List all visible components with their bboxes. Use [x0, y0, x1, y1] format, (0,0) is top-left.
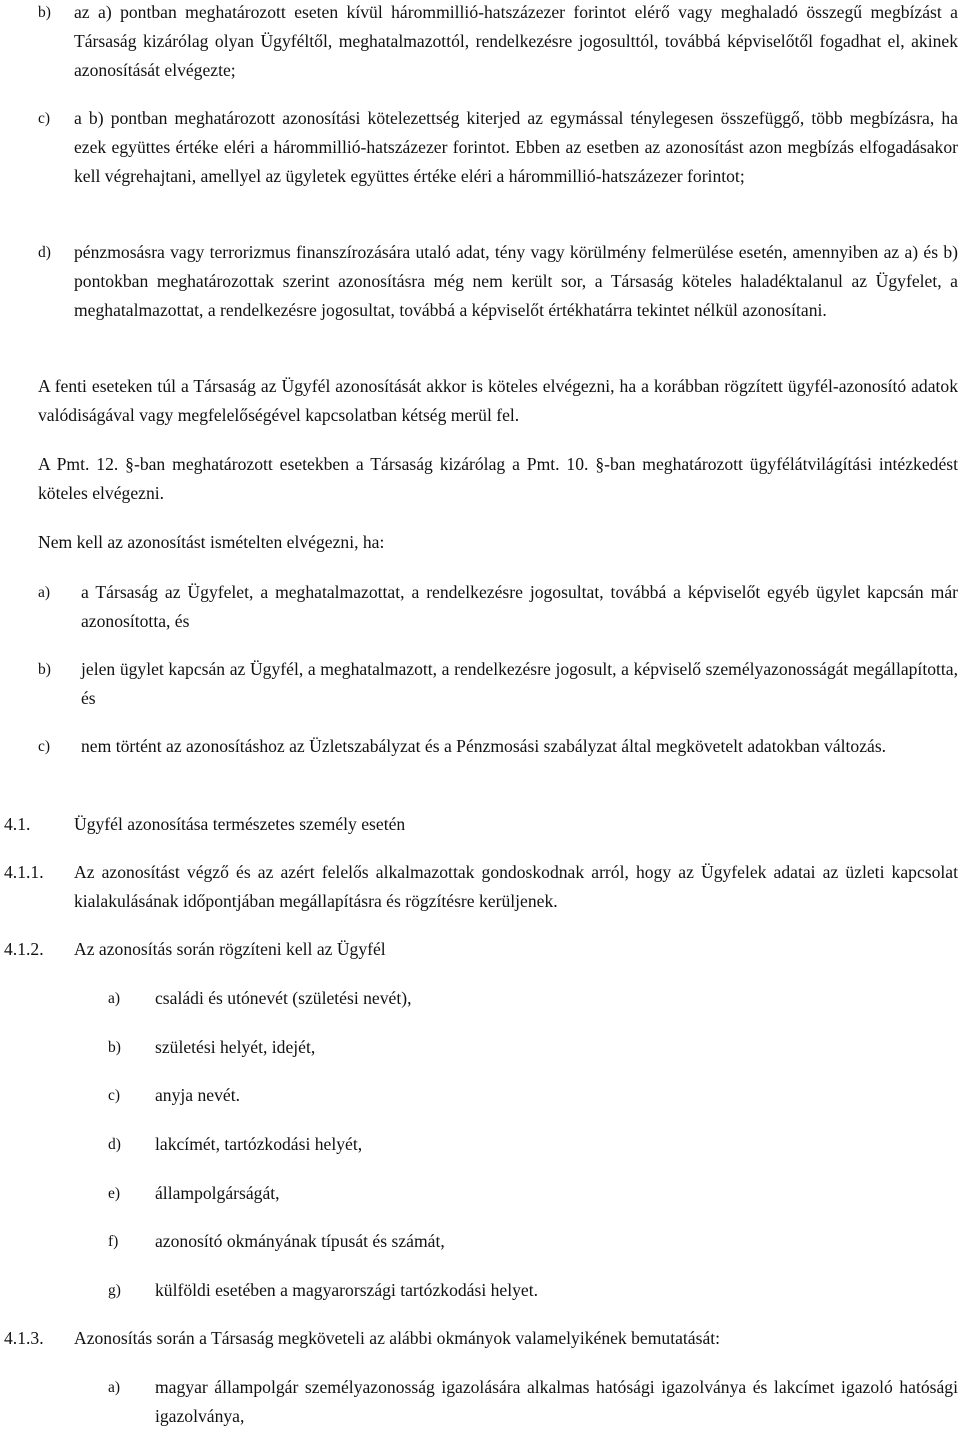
list-item-text: születési helyét, idejét,	[155, 1037, 316, 1057]
section-text: Az azonosítást végző és az azért felelős alkalmazottak gondoskodnak arról, hogy az Ügyfelek adatai az üzleti kapcsolat kialakulásának időpontjában megállapításra és rögzítésre kerüljenek.	[74, 862, 958, 911]
section-number: 4.1.3.	[4, 1328, 44, 1348]
list-item-text: azonosító okmányának típusát és számát,	[155, 1231, 445, 1251]
list-marker: c)	[38, 738, 51, 755]
list-item-text: a Társaság az Ügyfelet, a meghatalmazottat, a rendelkezésre jogosultat, továbbá a képviselőt egyéb ügylet kapcsán már azonosította, és	[81, 582, 958, 631]
list-marker: b)	[108, 1039, 121, 1056]
section-heading: Ügyfél azonosítása természetes személy esetén	[74, 814, 406, 834]
list-item-text: külföldi esetében a magyarországi tartózkodási helyet.	[155, 1280, 539, 1300]
section-number: 4.1.	[4, 814, 31, 834]
list-item-text: nem történt az azonosításhoz az Üzletszabályzat és a Pénzmosási szabályzat által megkövetelt adatokban változás.	[81, 736, 887, 756]
paragraph-pmt-reference: A Pmt. 12. §-ban meghatározott esetekben a Társaság kizárólag a Pmt. 10. §-ban meghatározott ügyfélátvilágítási intézkedést köteles elvégezni.	[38, 454, 958, 503]
list-item-text: magyar állampolgár személyazonosság igazolására alkalmas hatósági igazolványa és lakcímet igazoló hatósági igazolványa,	[155, 1377, 958, 1426]
list-item-text: családi és utónevét (születési nevét),	[155, 988, 412, 1008]
list-marker: e)	[108, 1185, 121, 1202]
list-marker: b)	[38, 661, 51, 678]
list-marker: b)	[38, 4, 51, 21]
list-marker: a)	[38, 584, 51, 601]
list-marker: a)	[108, 990, 121, 1007]
list-item-text: az a) pontban meghatározott eseten kívül hárommillió-hatszázezer forintot elérő vagy meghaladó összegű megbízást a Társaság kizárólag olyan Ügyféltől, meghatalmazottól, rendelkezésre jogosulttól, továbbá képviselőtől fogadhat el, akinek azonosítását elvégezte;	[74, 2, 958, 80]
list-item-text: pénzmosásra vagy terrorizmus finanszírozására utaló adat, tény vagy körülmény felmerülése esetén, amennyiben az a) és b) pontokban meghatározottak szerint azonosításra még nem került sor, a Társaság köteles haladéktalanul az Ügyfelet, a meghatalmazottat, a rendelkezésre jogosultat, továbbá a képviselőt értékhatárra tekintet nélkül azonosítani.	[74, 242, 958, 320]
list-marker: f)	[108, 1233, 119, 1250]
paragraph-no-repeat-intro: Nem kell az azonosítást ismételten elvégezni, ha:	[38, 532, 385, 552]
section-text: Azonosítás során a Társaság megköveteli az alábbi okmányok valamelyikének bemutatását:	[74, 1328, 721, 1348]
list-marker: a)	[108, 1379, 121, 1396]
list-item-text: a b) pontban meghatározott azonosítási kötelezettség kiterjed az egymással ténylegesen összefüggő, több megbízásra, ha ezek együttes értéke eléri a hárommillió-hatszázezer forintot. Ebben az esetben az azonosítást azon megbízás elfogadásakor kell végrehajtani, amellyel az ügyletek együttes értéke eléri a hárommillió-hatszázezer forintot;	[74, 108, 958, 186]
list-marker: c)	[38, 110, 51, 127]
section-text: Az azonosítás során rögzíteni kell az Ügyfél	[74, 939, 386, 959]
section-number: 4.1.2.	[4, 939, 44, 959]
list-marker: g)	[108, 1282, 121, 1299]
list-item-text: anyja nevét.	[155, 1085, 240, 1105]
paragraph-identification-doubt: A fenti eseteken túl a Társaság az Ügyfél azonosítását akkor is köteles elvégezni, ha a korábban rögzített ügyfél-azonosító adatok valódiságával vagy megfelelőségével kapcsolatban kétség merül fel.	[38, 376, 958, 425]
list-marker: d)	[38, 244, 51, 261]
list-item-text: állampolgárságát,	[155, 1183, 280, 1203]
section-number: 4.1.1.	[4, 862, 44, 882]
list-item-text: jelen ügylet kapcsán az Ügyfél, a meghatalmazott, a rendelkezésre jogosult, a képviselő személyazonosságát megállapította, és	[81, 659, 958, 708]
list-marker: d)	[108, 1136, 121, 1153]
list-marker: c)	[108, 1087, 121, 1104]
list-item-text: lakcímét, tartózkodási helyét,	[155, 1134, 363, 1154]
